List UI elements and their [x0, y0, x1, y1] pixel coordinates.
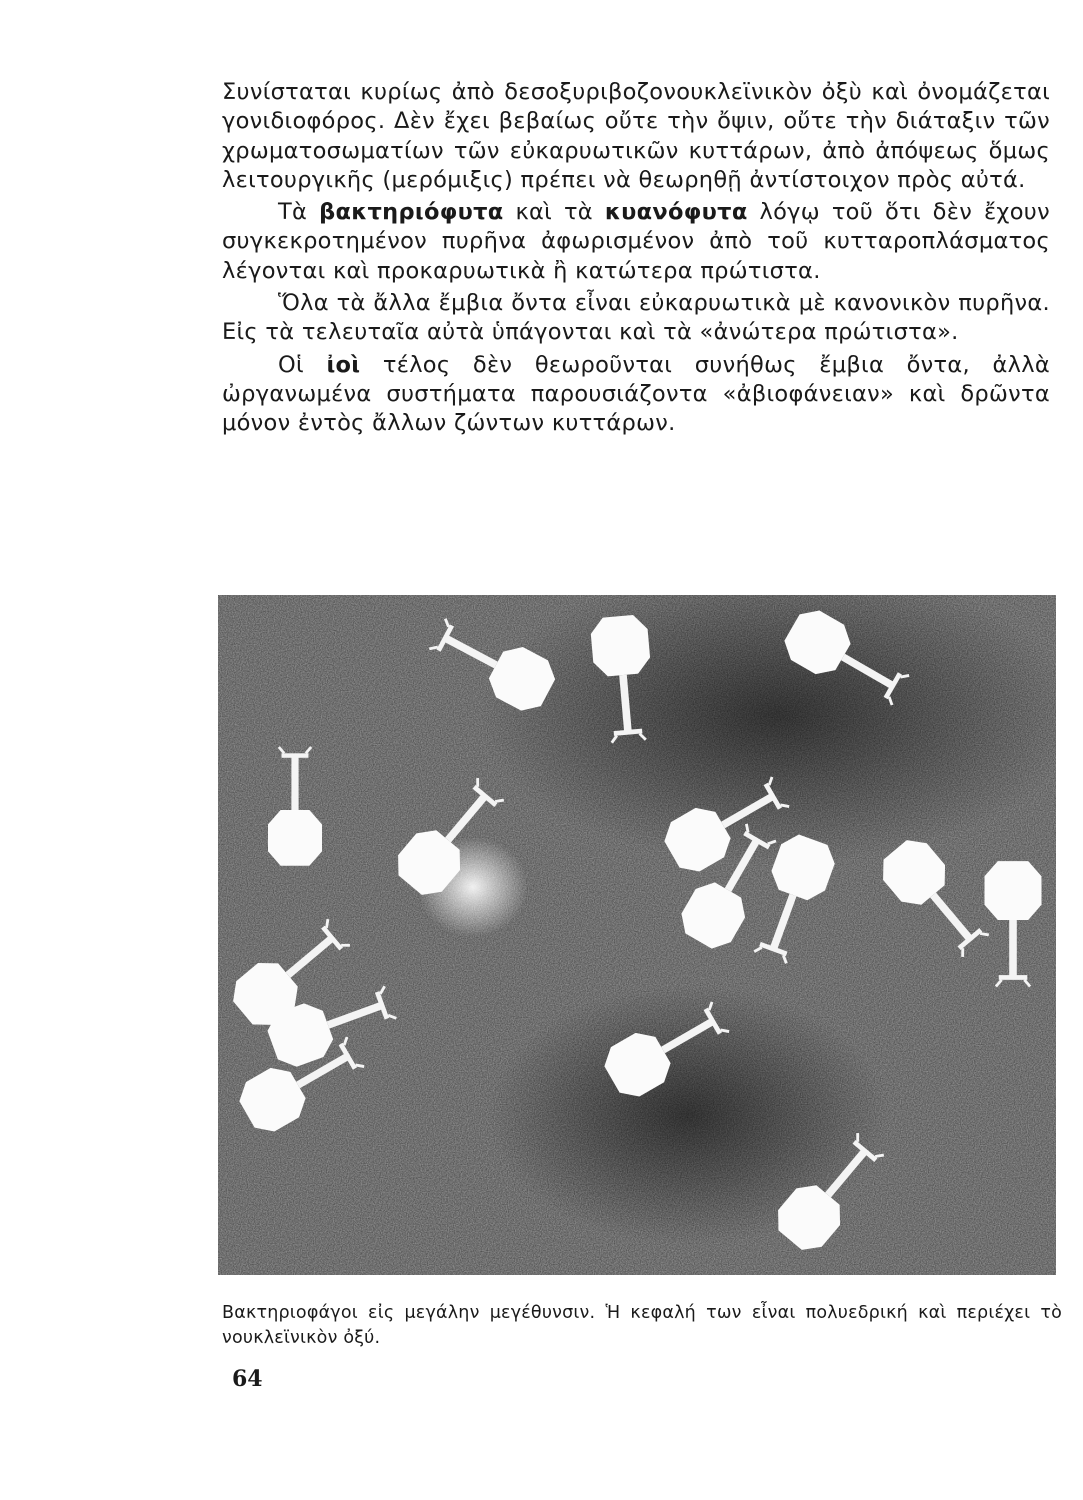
micrograph-illustration: [218, 595, 1056, 1275]
term-bacteriophyta: βακτηριόφυτα: [319, 199, 504, 226]
body-text: [222, 78, 1050, 439]
paragraph-2-end: λόγῳ τοῦ ὅτι δὲν ἔχουν συγκεκροτημένον πυρῆνα ἀφωρισμένον ἀπὸ τοῦ κυτταροπλάσματος λέγονται καὶ προκαρυωτικὰ ἢ κατώτερα πρώτιστα.: [222, 199, 1050, 284]
paragraph-2-middle: καὶ τὰ: [503, 199, 605, 226]
paragraph-3: Ὅλα τὰ ἄλλα ἔμβια ὄντα εἶναι εὐκαρυωτικὰ μὲ κανονικὸν πυρῆνα. Εἰς τὰ τελευταῖα αὐτὰ ὑπάγονται καὶ τὰ «ἀνώτερα πρώτιστα».: [222, 290, 1050, 346]
term-cyanophyta: κυανόφυτα: [604, 199, 748, 226]
paragraph-4-end: τέλος δὲν θεωροῦνται συνήθως ἔμβια ὄντα, ἀλλὰ ὠργανωμένα συστήματα παρουσιάζοντα «ἀβιοφάνειαν» καὶ δρῶντα μόνον ἐντὸς ἄλλων ζώντων κυττάρων.: [222, 351, 1050, 437]
bacteriophage-micrograph: [218, 595, 1056, 1275]
paragraph-4: [222, 351, 1050, 439]
figure-caption: Βακτηριοφάγοι εἰς μεγάλην μεγέθυνσιν. Ἡ κεφαλή των εἶναι πολυεδρική καὶ περιέχει τὸ νουκλεϊνικὸν ὀξύ.: [222, 1302, 1062, 1348]
paragraph-2: [222, 198, 1050, 286]
page-number: 64: [232, 1366, 263, 1392]
term-viruses: ἰοὶ: [326, 351, 361, 378]
paragraph-4-start: Οἱ: [278, 351, 327, 378]
paragraph-1: Συνίσταται κυρίως ἀπὸ δεσοξυριβοζονουκλεϊνικὸν ὀξὺ καὶ ὀνομάζεται γονιδιοφόρος. Δὲν ἔχει βεβαίως οὔτε τὴν ὄψιν, οὔτε τὴν διάταξιν τῶν χρωματοσωματίων τῶν εὐκαρυωτικῶν κυττάρων, ἀπὸ ἀπόψεως ὅμως λειτουργικῆς (μερόμιξις) πρέπει νὰ θεωρηθῇ ἀντίστοιχον πρὸς αὐτά.: [222, 79, 1050, 193]
paragraph-2-start: Τὰ: [278, 199, 320, 226]
